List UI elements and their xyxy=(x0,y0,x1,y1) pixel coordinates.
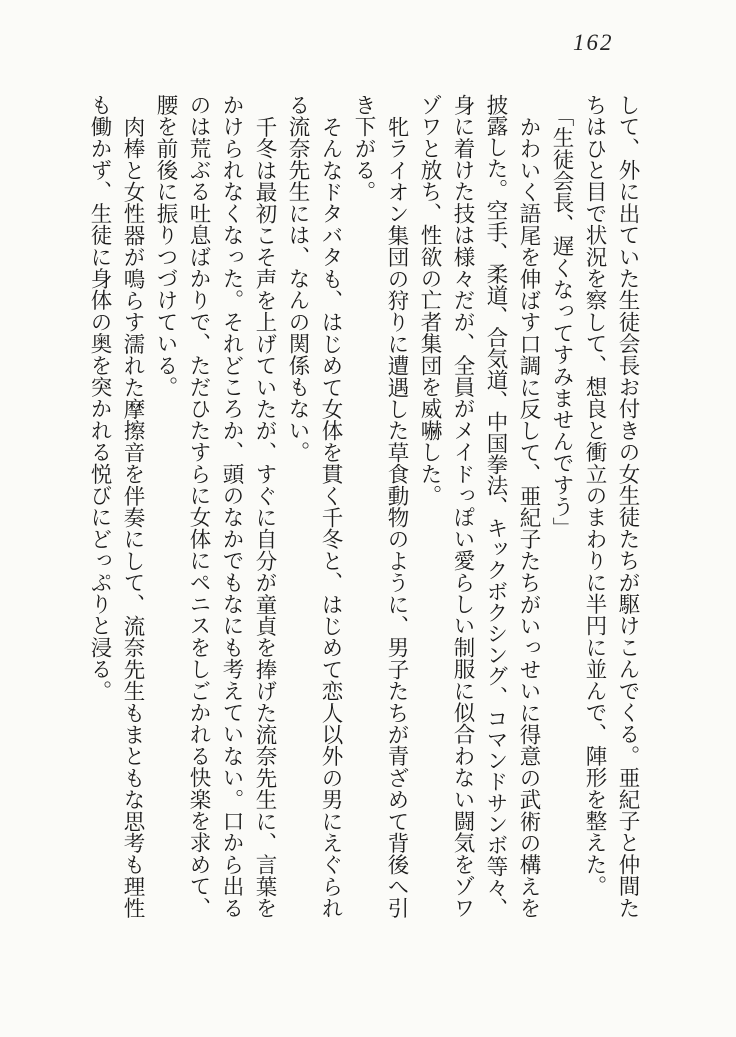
text-line: かけられなくなった。それどころか、頭のなかでもなにも考えていない。口から出る xyxy=(220,94,244,919)
text-line: 披露した。空手、柔道、合気道、中国拳法、キックボクシング、コマンドサンボ等々、 xyxy=(484,94,508,919)
text-line: かわいく語尾を伸ばす口調に反して、亜紀子たちがいっせいに得意の武術の構えを xyxy=(517,115,541,919)
text-line: ちはひと目で状況を察して、想良と衝立のまわりに半円に並んで、陣形を整えた。 xyxy=(583,94,607,897)
text-line: き下がる。 xyxy=(352,94,376,203)
text-line: 「生徒会長、遅くなってすみませんですう」 xyxy=(550,105,574,539)
text-line: 身に着けた技は様々だが、全員がメイドっぽい愛らしい制服に似合わない闘気をゾワ xyxy=(451,94,475,919)
paragraph-3 xyxy=(347,94,413,920)
body-text xyxy=(83,94,644,920)
paragraph-2 xyxy=(413,94,545,920)
text-line: ゾワと放ち、性欲の亡者集団を威嚇した。 xyxy=(418,94,442,507)
text-line: そんなドタバタも、はじめて女体を貫く千冬と、はじめて恋人以外の男にえぐられ xyxy=(319,115,343,919)
text-line: 腰を前後に振りつづけている。 xyxy=(154,94,178,398)
paragraph-4 xyxy=(281,94,347,920)
text-line: 牝ライオン集団の狩りに遭遇した草食動物のように、男子たちが青ざめて背後へ引 xyxy=(385,115,409,919)
text-line: る流奈先生には、なんの関係もない。 xyxy=(286,94,310,463)
text-line: 千冬は最初こそ声を上げていたが、すぐに自分が童貞を捧げた流奈先生に、言葉を xyxy=(253,115,277,919)
text-line: も働かず、生徒に身体の奥を突かれる悦びにどっぷりと浸る。 xyxy=(88,94,112,702)
paragraph-6 xyxy=(83,94,149,920)
page-number: 162 xyxy=(573,30,614,55)
paragraph-1 xyxy=(578,94,644,920)
dialogue-line xyxy=(545,94,578,920)
paragraph-5 xyxy=(149,94,281,920)
text-line: 肉棒と女性器が鳴らす濡れた摩擦音を伴奏にして、流奈先生もまともな思考も理性 xyxy=(121,115,145,919)
text-line: のは荒ぶる吐息ばかりで、ただひたすらに女体にペニスをしごかれる快楽を求めて、 xyxy=(187,94,211,919)
text-line: して、外に出ていた生徒会長お付きの女生徒たちが駆けこんでくる。亜紀子と仲間た xyxy=(616,94,640,919)
